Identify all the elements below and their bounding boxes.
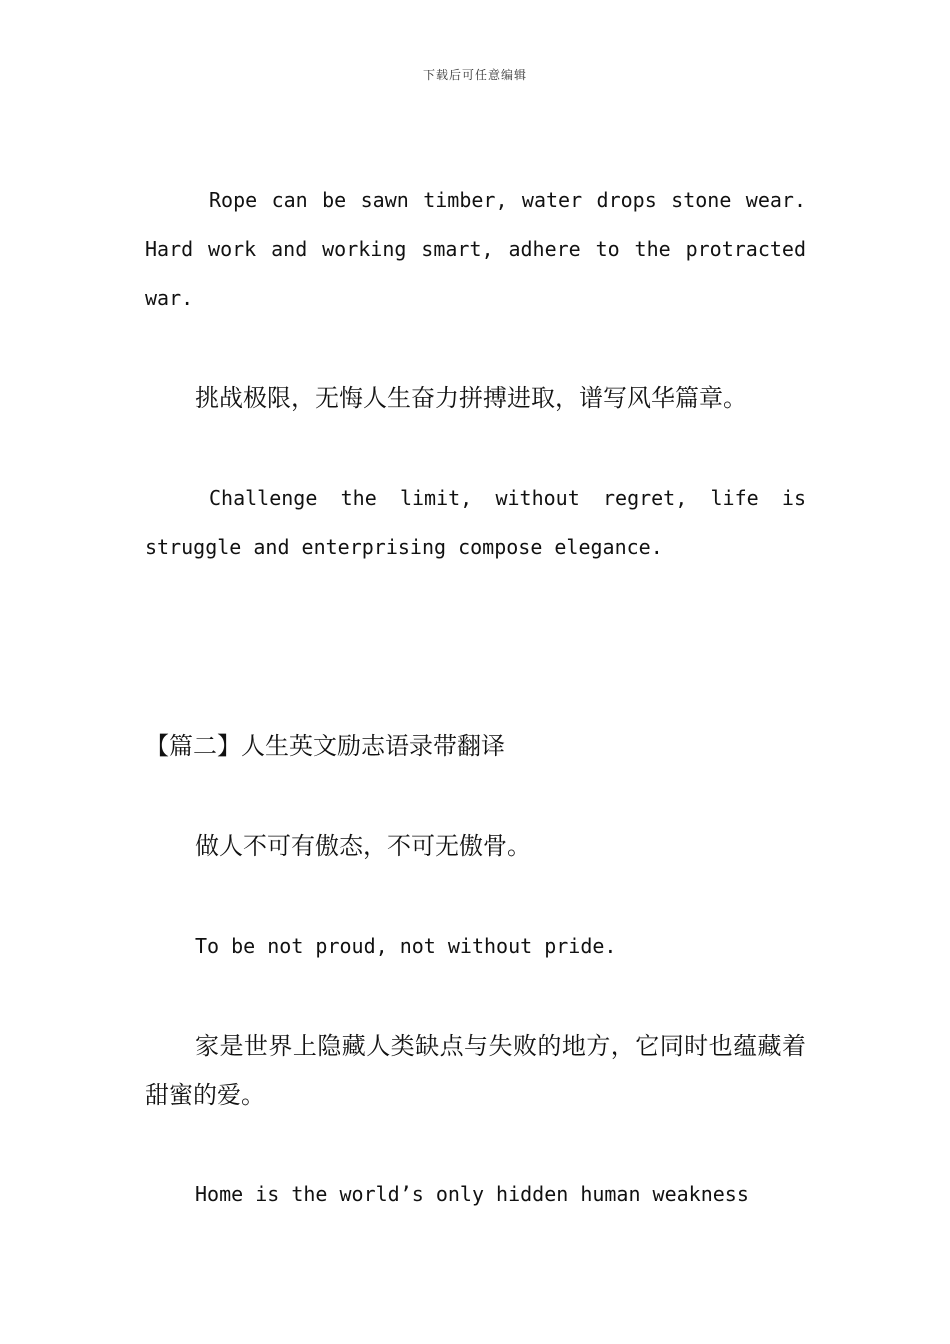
paragraph-pride-zh: 做人不可有傲态，不可无傲骨。 — [195, 832, 531, 860]
paragraph-challenge-zh: 挑战极限，无悔人生奋力拼搏进取，谱写风华篇章。 — [195, 384, 747, 412]
paragraph-home-zh: 家是世界上隐藏人类缺点与失败的地方，它同时也蕴藏着甜蜜的爱。 — [145, 1032, 806, 1109]
page-header: 下载后可任意编辑 — [422, 68, 527, 82]
paragraph-home-en: Home is the world’s only hidden human weakness — [195, 1182, 749, 1206]
paragraph-pride-en: To be not proud, not without pride. — [195, 934, 617, 958]
section-title: 【篇二】人生英文励志语录带翻译 — [145, 732, 505, 760]
paragraph-rope-en: Rope can be sawn timber, water drops stone wear. Hard work and working smart, adhere to the protracted war. — [145, 188, 806, 310]
paragraph-challenge-en: Challenge the limit, without regret, life is struggle and enterprising compose elegance. — [145, 486, 806, 559]
